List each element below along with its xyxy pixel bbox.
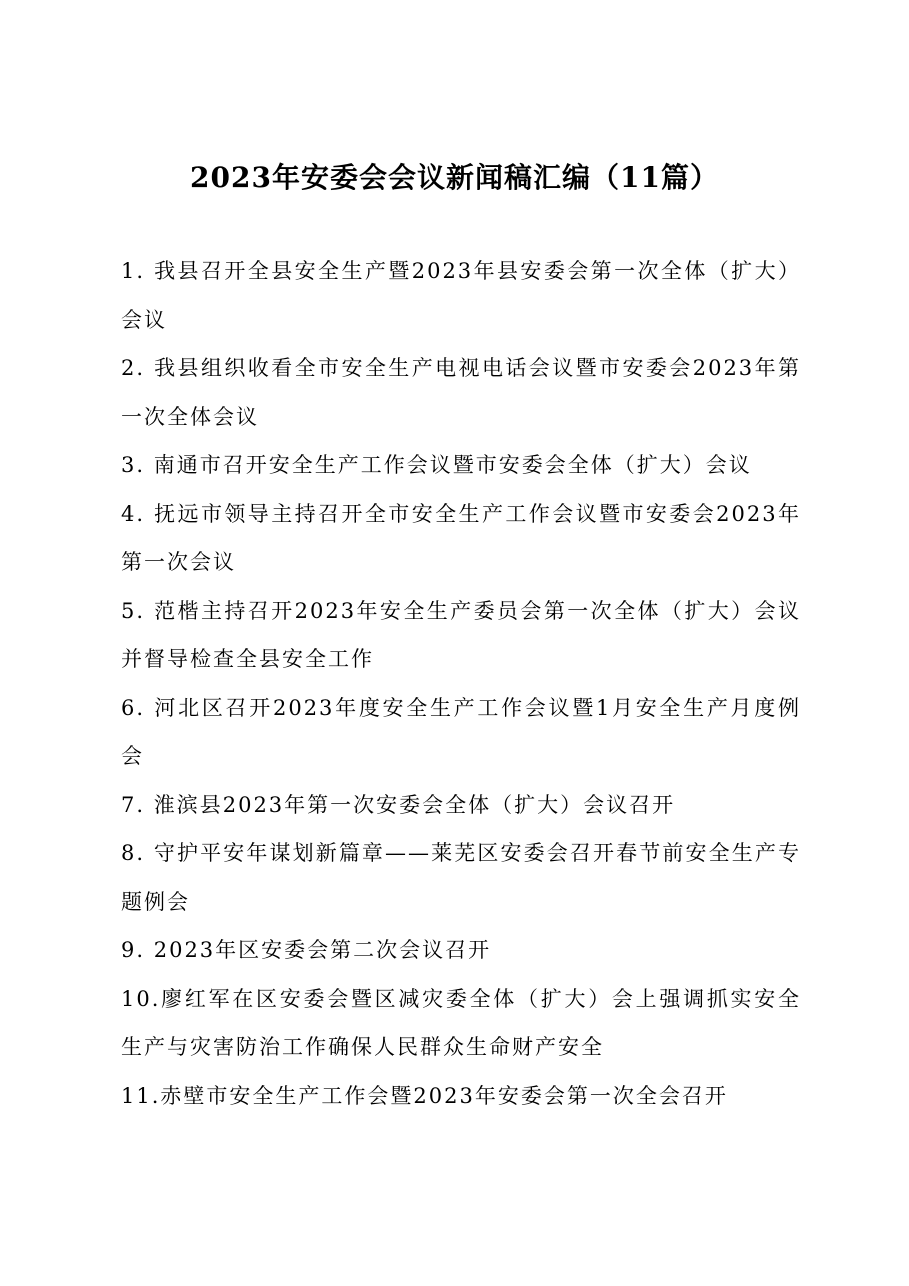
- toc-item-2: [121, 344, 801, 441]
- toc-item-7: [121, 781, 801, 830]
- toc-item-title: 淮滨县2023年第一次安委会全体（扩大）会议召开: [153, 792, 676, 817]
- toc-item-8: [121, 829, 801, 926]
- toc-item-title: 抚远市领导主持召开全市安全生产工作会议暨市安委会2023年第一次会议: [121, 501, 801, 574]
- toc-item-11: [121, 1072, 801, 1121]
- toc-item-title: 我县组织收看全市安全生产电视电话会议暨市安委会2023年第一次全体会议: [121, 356, 801, 429]
- toc-item-title: 赤壁市安全生产工作会暨2023年安委会第一次全会召开: [160, 1083, 728, 1108]
- toc-item-number: 10.: [121, 986, 161, 1011]
- toc-item-6: [121, 684, 801, 781]
- toc-item-title: 范楷主持召开2023年安全生产委员会第一次全体（扩大）会议并督导检查全县安全工作: [121, 598, 801, 671]
- toc-item-3: [121, 441, 801, 490]
- toc-item-number: 5.: [121, 598, 155, 623]
- table-of-contents: [121, 247, 801, 1120]
- toc-item-number: 7.: [121, 792, 154, 817]
- toc-item-number: 1.: [121, 259, 155, 283]
- toc-item-9: [121, 926, 801, 975]
- toc-item-1: [121, 247, 801, 344]
- toc-item-title: 河北区召开2023年度安全生产工作会议暨1月安全生产月度例会: [121, 695, 801, 768]
- toc-item-number: 8.: [121, 841, 154, 865]
- toc-item-title: 南通市召开安全生产工作会议暨市安委会全体（扩大）会议: [153, 453, 752, 477]
- toc-item-title: 守护平安年谋划新篇章——莱芜区安委会召开春节前安全生产专题例会: [121, 841, 802, 914]
- toc-item-number: 4.: [121, 501, 155, 526]
- toc-item-4: [121, 490, 801, 587]
- toc-item-title: 2023年区安委会第二次会议召开: [153, 938, 492, 962]
- toc-item-title: 我县召开全县安全生产暨2023年县安委会第一次全体（扩大）会议: [121, 259, 801, 332]
- toc-item-number: 6.: [121, 695, 155, 720]
- toc-item-5: [121, 587, 801, 684]
- toc-item-number: 3.: [121, 453, 154, 477]
- toc-item-number: 11.: [121, 1083, 161, 1108]
- toc-item-10: [121, 975, 801, 1072]
- toc-item-title: 廖红军在区安委会暨区减灾委全体（扩大）会上强调抓实安全生产与灾害防治工作确保人民群众生命财产安全: [121, 986, 801, 1059]
- document-title: 2023年安委会会议新闻稿汇编（11篇）: [190, 161, 719, 194]
- toc-item-number: 9.: [121, 938, 154, 962]
- toc-item-number: 2.: [121, 356, 155, 380]
